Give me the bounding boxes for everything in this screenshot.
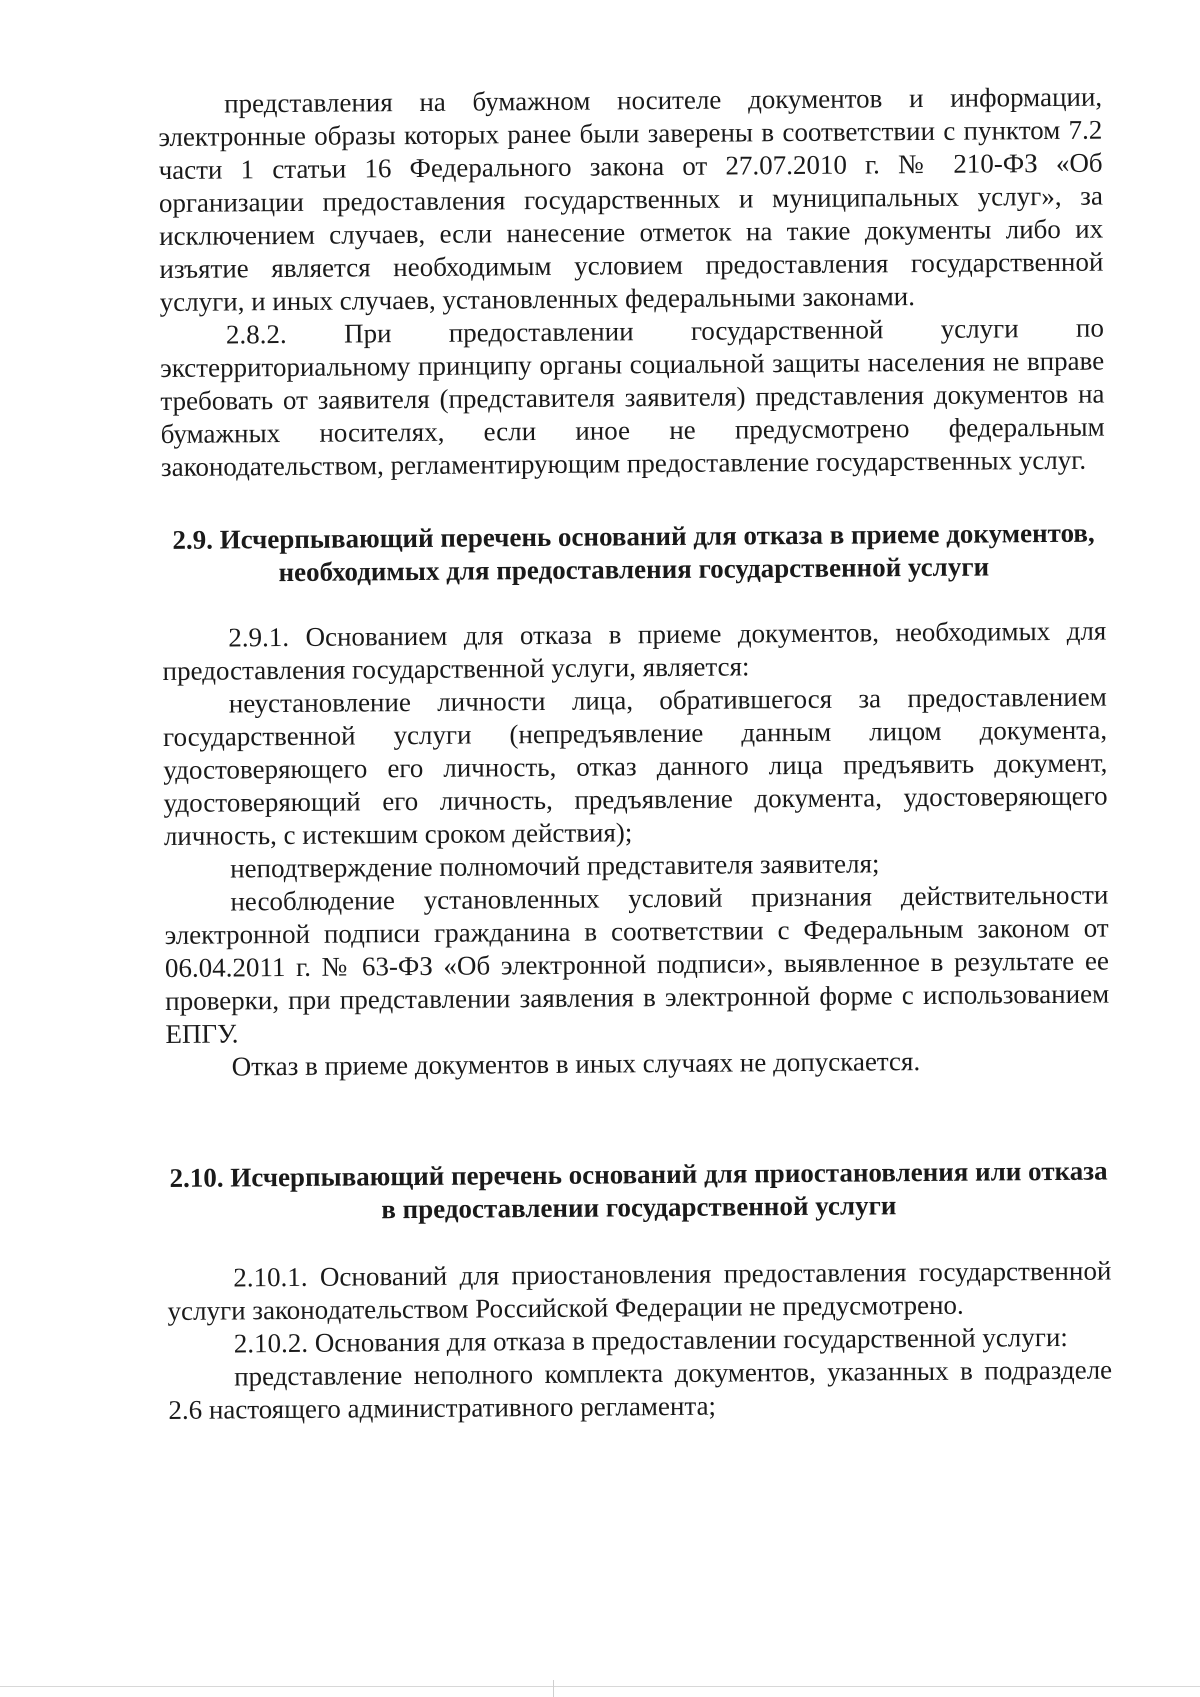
paragraph-2-8-2: 2.8.2. При предоставлении государственной услуги по экстерриториальному принципу органы социальной защиты населения не вправе требовать от заявителя (представителя заявителя) представления документов на бумажных носителях, если иное не предусмотрено федеральным законодательством, регламентирующим предоставление государственных услуг. bbox=[160, 312, 1105, 482]
page-content bbox=[158, 81, 1112, 1427]
paragraph-incomplete-documents: представление неполного комплекта документов, указанных в подразделе 2.6 настоящего административного регламента; bbox=[168, 1354, 1113, 1425]
paragraph-2-10-1: 2.10.1. Оснований для приостановления предоставления государственной услуги законодательством Российской Федерации не предусмотрено. bbox=[167, 1255, 1112, 1326]
intro-paragraph: представления на бумажном носителе документов и информации, электронные образы которых ранее были заверены в соответствии с пунктом 7.2 части 1 статьи 16 Федерального закона от 27.07.2010 г. № 210-ФЗ «Об организации предоставления государственных и муниципальных услуг», за исключением случаев, если нанесение отметок на такие документы либо их изъятие является необходимым условием предоставления государственной услуги, и иных случаев, установленных федеральными законами. bbox=[158, 81, 1104, 317]
paragraph-signature-conditions: несоблюдение установленных условий признания действительности электронной подписи гражданина в соответствии с Федеральным законом от 06.04.2011 г. № 63-ФЗ «Об электронной подписи», выявленное в результате ее проверки, при представлении заявления в электронной форме с использованием ЕПГУ. bbox=[164, 879, 1110, 1049]
paragraph-identity-not-established: неустановление личности лица, обратившегося за предоставлением государственной услуги (непредъявление данным лицом документа, удостоверяющего его личность, отказ данного лица предъявить документ, удостоверяющий его личность, предъявление документа, удостоверяющего личность, с истекшим сроком действия); bbox=[162, 681, 1108, 851]
paragraph-2-10-2: 2.10.2. Основания для отказа в предоставлении государственной услуги: bbox=[233, 1321, 1068, 1359]
section-2-10-heading: 2.10. Исчерпывающий перечень оснований для приостановления или отказа в предоставлении государственной услуги bbox=[169, 1155, 1108, 1225]
paragraph-refusal-other-cases: Отказ в приеме документов в иных случаях не допускается. bbox=[231, 1046, 921, 1082]
paragraph-authority-not-confirmed: неподтверждение полномочий представителя заявителя; bbox=[230, 848, 880, 884]
scan-edge-tick bbox=[553, 1680, 554, 1697]
scan-edge-line bbox=[0, 1686, 1200, 1687]
paragraph-2-9-1: 2.9.1. Основанием для отказа в приеме документов, необходимых для предоставления государственной услуги, является: bbox=[162, 615, 1107, 686]
section-2-9-heading: 2.9. Исчерпывающий перечень оснований для отказа в приеме документов, необходимых для предоставления государственной услуги bbox=[172, 517, 1095, 588]
